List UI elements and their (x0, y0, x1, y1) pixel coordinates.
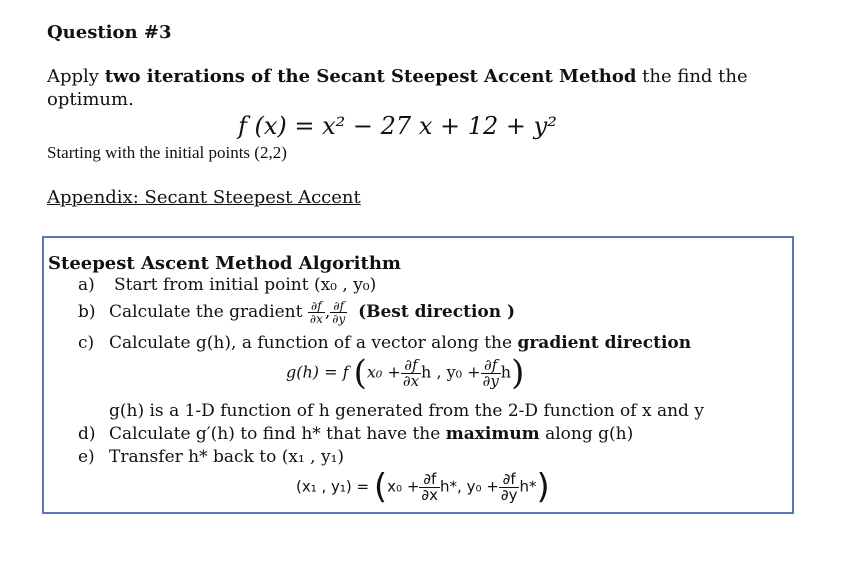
e-df1: ∂f (419, 472, 440, 488)
step-e-text: Transfer h* back to (x₁ , y₁) (109, 447, 345, 467)
starting-point-text: Starting with the initial points (2,2) (47, 143, 287, 162)
g-mid: h , y₀ + (421, 362, 481, 382)
e-dfdy (499, 469, 520, 504)
appendix-heading: Appendix: Secant Steepest Accent (47, 187, 361, 208)
e-left-paren: ( (373, 467, 388, 507)
step-b-bold: (Best direction ) (358, 302, 516, 322)
g-df2: ∂f (481, 358, 501, 374)
partial-fy-fraction (330, 300, 347, 325)
step-c-note: g(h) is a 1-D function of h generated from the 2-D function of x and y (109, 401, 704, 421)
step-d-bold: maximum (445, 424, 540, 444)
step-b-text: Calculate the gradient (109, 302, 303, 322)
step-e-marker: e) (78, 447, 95, 467)
e-mid: h*, y₀ + (440, 477, 499, 496)
question-line-1-post: the find the (636, 66, 748, 87)
algorithm-title: Steepest Ascent Method Algorithm (48, 253, 401, 274)
e-x0: x₀ + (387, 477, 420, 496)
g-formula (286, 353, 525, 393)
objective-equation: f (x) = x² − 27 x + 12 + y² (238, 112, 557, 140)
e-dfdx (419, 469, 440, 504)
question-line-2: optimum. (47, 89, 134, 110)
g-dx: ∂x (402, 371, 420, 390)
step-b (78, 300, 515, 325)
step-c-text: Calculate g(h), a function of a vector along the (109, 333, 518, 353)
g-lhs: g(h) = f (286, 362, 349, 382)
step-e (78, 447, 344, 467)
update-formula (296, 467, 550, 507)
partial-fx-fraction (308, 300, 325, 325)
partial-f-num-2: ∂f (330, 300, 347, 313)
partial-x-den: ∂x (309, 312, 323, 326)
step-a (78, 275, 376, 295)
e-lhs: (x₁ , y₁) = (296, 477, 370, 496)
e-right-paren: ) (536, 467, 550, 507)
partial-y-den: ∂y (332, 312, 346, 326)
g-dfdy (481, 355, 501, 390)
step-a-marker: a) (78, 275, 95, 295)
g-end: h (500, 362, 512, 382)
partial-f-num: ∂f (308, 300, 325, 313)
g-x0: x₀ + (366, 362, 401, 382)
g-df1: ∂f (401, 358, 421, 374)
g-right-paren: ) (511, 353, 525, 393)
gradient-comma: , (324, 302, 331, 322)
step-b-marker: b) (78, 302, 96, 322)
g-dy: ∂y (482, 371, 499, 390)
g-left-paren: ( (353, 353, 367, 393)
step-a-text: Start from initial point (x₀ , y₀) (114, 275, 377, 295)
step-d (78, 424, 633, 444)
step-d-text: Calculate g′(h) to find h* that have the (109, 424, 446, 444)
g-dfdx (401, 355, 421, 390)
question-title: Question #3 (47, 22, 172, 43)
step-d-post: along g(h) (539, 424, 634, 444)
step-c-bold: gradient direction (517, 333, 692, 353)
e-dx: ∂x (421, 485, 439, 504)
question-line-1-bold: two iterations of the Secant Steepest Accent Method (104, 66, 637, 87)
question-line-1-pre: Apply (47, 66, 105, 87)
e-df2: ∂f (499, 472, 520, 488)
e-dy: ∂y (500, 485, 518, 504)
question-line-1 (47, 66, 748, 87)
step-c-marker: c) (78, 333, 95, 353)
step-c (78, 333, 691, 353)
e-end: h* (519, 477, 537, 496)
step-d-marker: d) (78, 424, 96, 444)
